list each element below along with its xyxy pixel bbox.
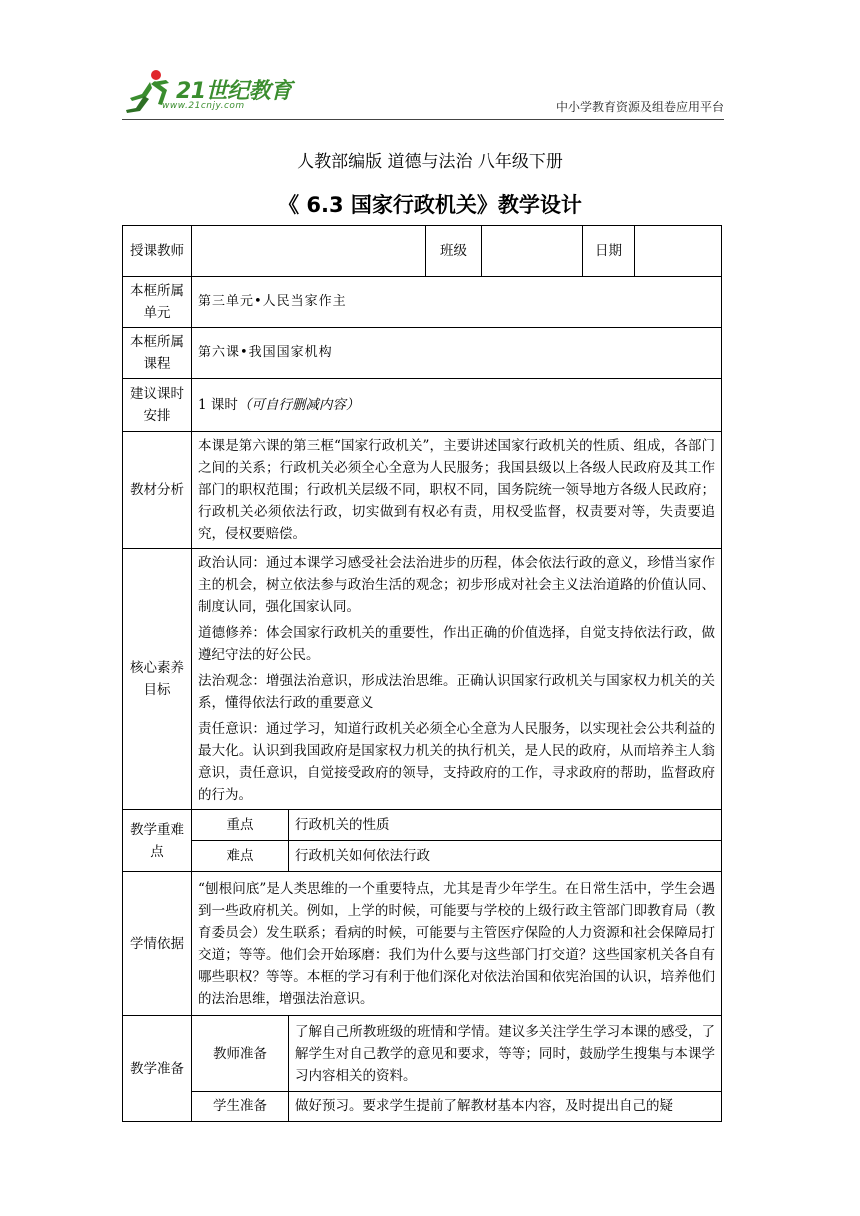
unit-label: 本框所属单元 <box>123 277 192 328</box>
page-header <box>0 0 860 120</box>
platform-name: 中小学教育资源及组卷应用平台 <box>555 100 724 114</box>
table-row <box>123 226 722 277</box>
prep-label: 教学准备 <box>123 1016 192 1122</box>
difficult-label: 难点 <box>192 841 289 872</box>
analysis-label: 教材分析 <box>123 432 192 549</box>
lesson-value: 第六课•我国国家机构 <box>192 328 722 379</box>
table-row <box>123 1092 722 1122</box>
table-row <box>123 328 722 379</box>
unit-value: 第三单元•人民当家作主 <box>192 277 722 328</box>
date-label: 日期 <box>583 226 635 277</box>
header-divider <box>122 119 724 120</box>
teacher-prep-text: 了解自己所教班级的班情和学情。建议多关注学生学习本课的感受，了解学生对自己教学的意见和要求，等等；同时，鼓励学生搜集与本课学习内容相关的资料。 <box>289 1016 722 1092</box>
table-row <box>123 810 722 841</box>
logo-text: 21世纪教育 <box>176 79 292 104</box>
students-label: 学情依据 <box>123 872 192 1016</box>
hours-value: 1 课时 <box>198 397 238 413</box>
key-label: 重点 <box>192 810 289 841</box>
logo-url: www.21cnjy.com <box>162 101 245 111</box>
lesson-label: 本框所属课程 <box>123 328 192 379</box>
class-label: 班级 <box>426 226 482 277</box>
goals-cell <box>192 549 722 810</box>
goals-label: 核心素养目标 <box>123 549 192 810</box>
goal-political: 政治认同：通过本课学习感受社会法治进步的历程，体会依法行政的意义，珍惜当家作主的机会，树立依法参与政治生活的观念；初步形成对社会主义法治道路的价值认同、制度认同，强化国家认同。 <box>198 555 715 615</box>
date-value <box>635 226 722 277</box>
keypoints-label: 教学重难点 <box>123 810 192 872</box>
document-title: 《 6.3 国家行政机关》教学设计 <box>278 193 582 217</box>
goal-legal: 法治观念：增强法治意识，形成法治思维。正确认识国家行政机关与国家权力机关的关系，懂得依法行政的重要意义 <box>198 673 715 711</box>
goal-moral: 道德修养：体会国家行政机关的重要性，作出正确的价值选择，自觉支持依法行政，做遵纪守法的好公民。 <box>198 625 715 663</box>
table-row <box>123 841 722 872</box>
analysis-text: 本课是第六课的第三框“国家行政机关”，主要讲述国家行政机关的性质、组成，各部门之间的关系；行政机关必须全心全意为人民服务；我国县级以上各级人民政府及其工作部门的职权范围；行政机关层级不同，职权不同，国务院统一领导地方各级人民政府；行政机关必须依法行政，切实做到有权必有责，用权受监督，权责要对等，失责要追究，侵权要赔偿。 <box>192 432 722 549</box>
hours-label: 建议课时安排 <box>123 379 192 432</box>
table-row <box>123 379 722 432</box>
table-row <box>123 1016 722 1092</box>
students-text: “刨根问底”是人类思维的一个重要特点，尤其是青少年学生。在日常生活中，学生会遇到一些政府机关。例如，上学的时候，可能要与学校的上级行政主管部门即教育局（教育委员会）发生联系；看病的时候，可能要与主管医疗保险的人力资源和社会保障局打交道；等等。他们会开始琢磨：我们为什么要与这些部门打交道？这些国家机关各自有哪些职权？等等。本框的学习有利于他们深化对依法治国和依宪治国的认识，培养他们的法治思维，增强法治意识。 <box>192 872 722 1016</box>
hours-cell <box>192 379 722 432</box>
teacher-value <box>192 226 426 277</box>
table-row <box>123 277 722 328</box>
table-row <box>123 872 722 1016</box>
teacher-prep-label: 教师准备 <box>192 1016 289 1092</box>
table-row <box>123 549 722 810</box>
hours-note: （可自行删减内容） <box>237 397 360 413</box>
teacher-label: 授课教师 <box>123 226 192 277</box>
table-row <box>123 432 722 549</box>
class-value <box>482 226 583 277</box>
lesson-plan-table <box>122 225 722 1122</box>
document-subtitle: 人教部编版 道德与法治 八年级下册 <box>297 152 563 172</box>
key-value: 行政机关的性质 <box>289 810 722 841</box>
goal-responsibility: 责任意识：通过学习，知道行政机关必须全心全意为人民服务，以实现社会公共利益的最大化。认识到我国政府是国家权力机关的执行机关，是人民的政府，从而培养主人翁意识，责任意识，自觉接受政府的领导，支持政府的工作，寻求政府的帮助，监督政府的行为。 <box>198 721 715 803</box>
logo <box>122 68 302 120</box>
difficult-value: 行政机关如何依法行政 <box>289 841 722 872</box>
student-prep-label: 学生准备 <box>192 1092 289 1122</box>
student-prep-text: 做好预习。要求学生提前了解教材基本内容，及时提出自己的疑 <box>289 1092 722 1122</box>
